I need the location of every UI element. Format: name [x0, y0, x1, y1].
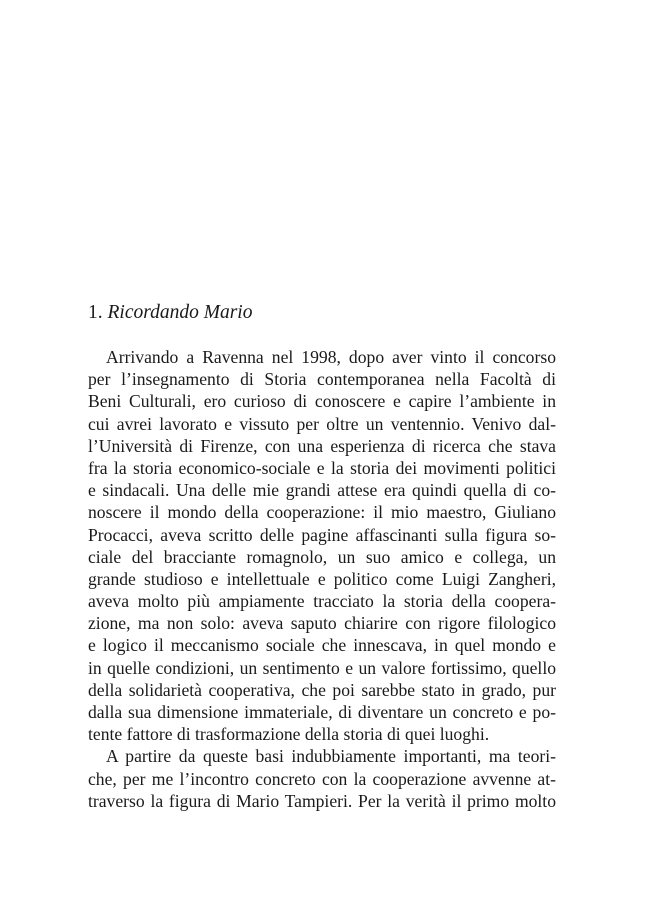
text-line: e sindacali. Una delle mie grandi attese era quindi quella di co- [88, 480, 556, 501]
text-line: tente fattore di trasformazione della storia di quei luoghi. [88, 724, 490, 745]
section-number: 1. [88, 302, 103, 323]
text-line: A partire da queste basi indubbiamente importanti, ma teori- [106, 746, 556, 767]
text-line: aveva molto più ampiamente tracciato la storia della coopera- [88, 591, 556, 612]
text-line: per l’insegnamento di Storia contemporanea nella Facoltà di [88, 369, 556, 390]
text-line: zione, ma non solo: aveva saputo chiarire con rigore filologico [88, 613, 556, 634]
text-line: l’Università di Firenze, con una esperienza di ricerca che stava [88, 435, 556, 456]
text-line: noscere il mondo della cooperazione: il mio maestro, Giuliano [88, 502, 556, 523]
text-line: fra la storia economico-sociale e la storia dei movimenti politici [88, 457, 556, 478]
text-line: che, per me l’incontro concreto con la cooperazione avvenne at- [88, 768, 556, 789]
text-line: Arrivando a Ravenna nel 1998, dopo aver vinto il concorso [106, 347, 556, 367]
text-line: grande studioso e intellettuale e politico come Luigi Zangheri, [88, 568, 556, 589]
text-line: traverso la figura di Mario Tampieri. Per la verità il primo molto [88, 790, 556, 811]
section-heading [88, 301, 252, 325]
text-line: Procacci, aveva scritto delle pagine affascinanti sulla figura so- [88, 524, 556, 545]
text-line: dalla sua dimensione immateriale, di diventare un concreto e po- [88, 702, 556, 722]
text-line: cui avrei lavorato e vissuto per oltre un ventennio. Venivo dal- [88, 413, 556, 434]
section-title: Ricordando Mario [107, 302, 253, 323]
text-line: e logico il meccanismo sociale che innescava, in quel mondo e [88, 635, 556, 656]
body-text [88, 346, 556, 812]
text-line: della solidarietà cooperativa, che poi sarebbe stato in grado, pur [88, 679, 556, 700]
text-line: in quelle condizioni, un sentimento e un valore fortissimo, quello [88, 657, 556, 678]
text-line: Beni Culturali, ero curioso di conoscere e capire l’ambiente in [88, 391, 556, 412]
text-line: ciale del bracciante romagnolo, un suo amico e collega, un [88, 546, 556, 567]
